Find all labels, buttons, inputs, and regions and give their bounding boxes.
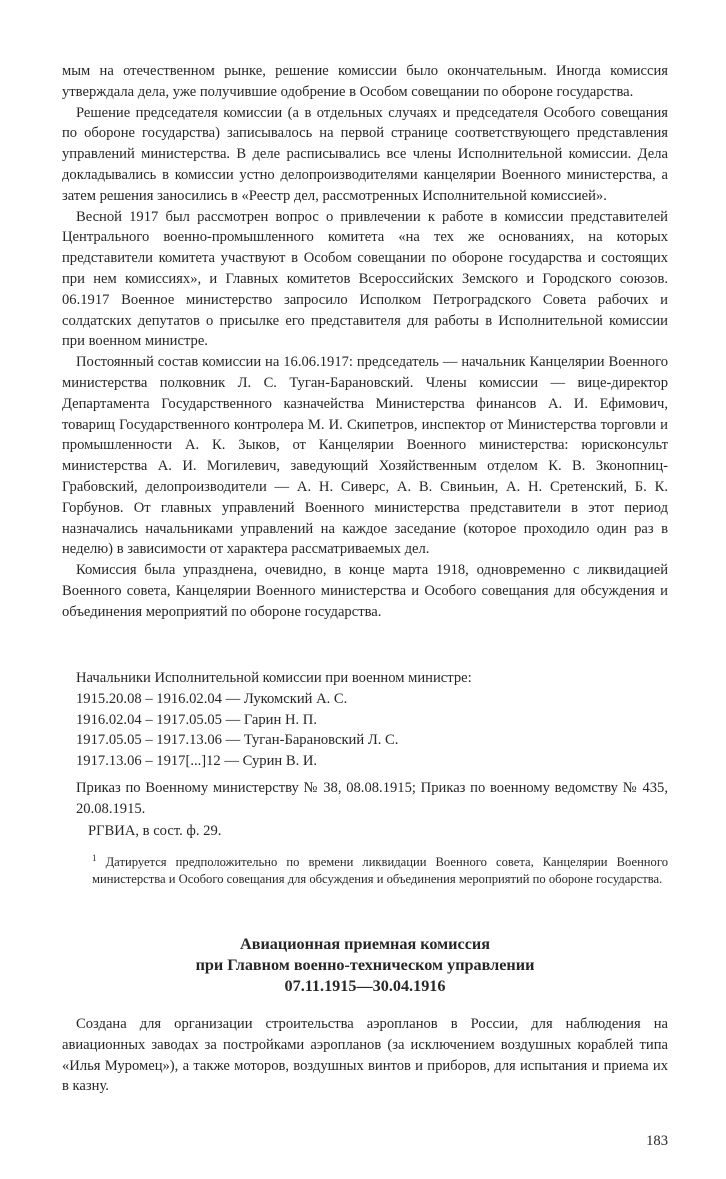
chairs-row: 1915.20.08 – 1916.02.04 — Лукомский А. С. (76, 690, 348, 707)
page-number: 183 (646, 1133, 668, 1149)
archive-reference: РГВИА, в сост. ф. 29. (88, 823, 222, 839)
chairs-heading: Начальники Исполнительной комиссии при военном министре: (76, 670, 472, 686)
section-title-line: Авиационная приемная комиссия (240, 935, 490, 953)
section-dates: 07.11.1915—30.04.1916 (284, 977, 446, 995)
footnote (92, 850, 668, 888)
paragraph: Постоянный состав комиссии на 16.06.1917: председатель — начальник Канцелярии Военного министерства полковник Л. С. Туган-Барановский. Члены комиссии — вице-директор Департамента Государственного казначейства Министерства финансов А. И. Ефимович, товарищ Государственного контролера М. И. Скипетров, инспектор от Министерства торговли и промышленности А. К. Зыков, от Канцелярии Военного министерства: юрисконсульт министерства А. И. Могилевич, заведующий Хозяйственным отделом К. В. Зконопниц-Грабовский, делопроизводители — А. Н. Сиверс, А. В. Свиньин, А. Н. Сретенский, Б. К. Горбунов. От главных управлений Военного министерства представители в этот период назначались начальниками управлений на каждое заседание (которое проходило один раз в неделю) в зависимости от характера рассматриваемых дел. (62, 354, 668, 558)
main-text (62, 61, 668, 623)
paragraph: Решение председателя комиссии (а в отдельных случаях и председателя Особого совещания по обороне государства) записывалось на первой странице соответствующего представления управлений министерства. В деле расписывались все члены Исполнительной комиссии. Дела докладывались в комиссии устно делопроизводителями канцелярии Военного министерства, а затем решения заносились в «Реестр дел, рассмотренных Исполнительной комиссией». (62, 104, 668, 204)
source-reference (76, 778, 668, 820)
chairs-row: 1917.05.05 – 1917.13.06 — Туган-Барановский Л. С. (76, 732, 399, 749)
source-text: Приказ по Военному министерству № 38, 08.08.1915; Приказ по военному ведомству № 435, 20.08.1915. (76, 780, 668, 817)
chairs-list (76, 668, 636, 772)
section-title (62, 934, 668, 997)
paragraph: Весной 1917 был рассмотрен вопрос о привлечении к работе в комиссии представителей Центрального военно-промышленного комитета «на тех же основаниях, на которых представители комитета участвуют в Особом совещании по обороне государства и состоящих при нем комиссиях», и Главных комитетов Всероссийских Земского и Городского союзов. 06.1917 Военное министерство запросило Исполком Петроградского Совета рабочих и солдатских депутатов о присылке его представителя для работы в Исполнительной комиссии при военном министре. (62, 208, 668, 350)
footnote-mark: 1 (92, 853, 97, 863)
chairs-row: 1917.13.06 – 1917[...]12 — Сурин В. И. (76, 753, 318, 770)
chairs-row: 1916.02.04 – 1917.05.05 — Гарин Н. П. (76, 711, 317, 728)
paragraph: Комиссия была упразднена, очевидно, в конце марта 1918, одновременно с ликвидацией Военного совета, Канцелярии Военного министерства и Особого совещания для обсуждения и объединения мероприятий по обороне государства. (62, 562, 668, 620)
footnote-text: Датируется предположительно по времени ликвидации Военного совета, Канцелярии Военного министерства и Особого совещания для обсуждения и объединения мероприятий по обороне государства. (92, 855, 668, 887)
paragraph: мым на отечественном рынке, решение комиссии было окончательным. Иногда комиссия утверждала дела, уже получившие одобрение в Особом совещании по обороне государства. (62, 63, 668, 100)
section-body: Создана для организации строительства аэропланов в России, для наблюдения на авиационных заводах за постройками аэропланов (за исключением воздушных кораблей типа «Илья Муромец»), а также моторов, воздушных винтов и приборов, для испытания и приема их в казну. (62, 1016, 668, 1095)
section-title-line: при Главном военно-техническом управлении (195, 956, 535, 974)
